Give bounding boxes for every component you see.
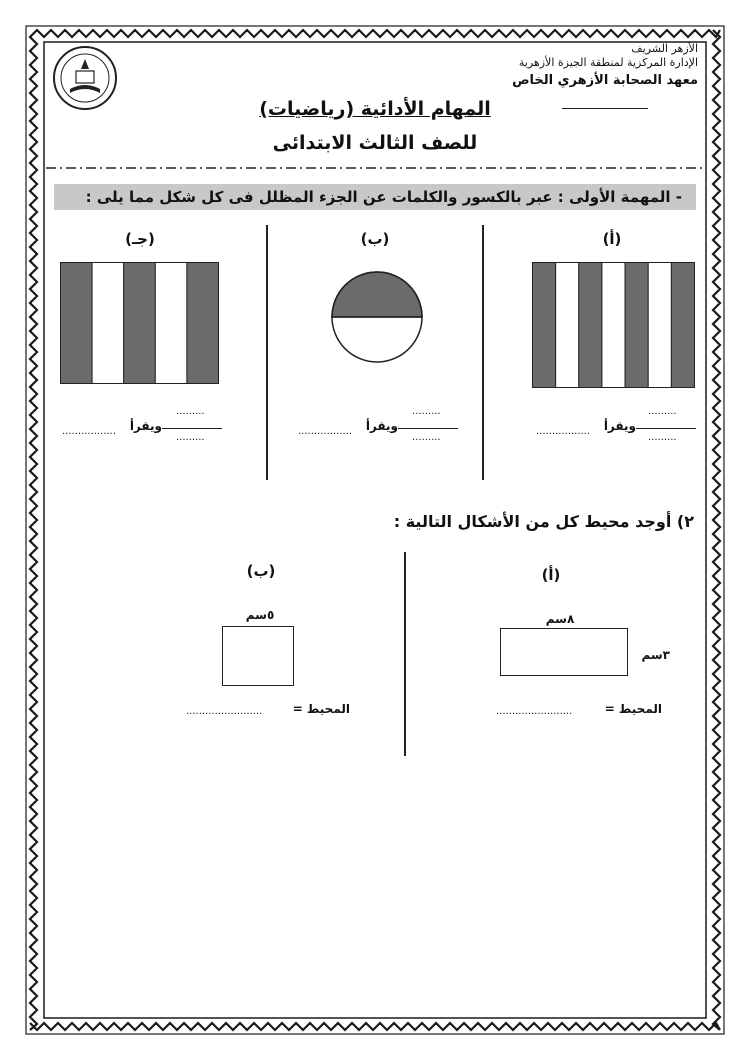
answer-a-fraction-line xyxy=(636,428,696,429)
answer-a-denominator-dots[interactable]: ......... xyxy=(648,432,677,443)
task2-label-b: (ب) xyxy=(246,562,276,580)
answer-c-numerator-dots[interactable]: ......... xyxy=(176,406,205,417)
task2-b-perimeter-dots[interactable]: ........................ xyxy=(186,706,263,717)
answer-a-words-dots[interactable]: ................. xyxy=(536,426,591,437)
answer-a-numerator-dots[interactable]: ......... xyxy=(648,406,677,417)
institution-block xyxy=(458,42,698,88)
unshaded-stripe xyxy=(92,263,124,384)
institution-line-1: الأزهر الشريف xyxy=(631,42,698,55)
answer-b-words-dots[interactable]: ................. xyxy=(298,426,353,437)
institution-line-2: الإدارة المركزية لمنطقة الجيزة الأزهرية xyxy=(518,56,698,69)
task1-shape-b xyxy=(330,270,424,364)
task2-b-length-label: ٥سم xyxy=(245,608,275,622)
page-title: المهام الأدائية (رياضيات) xyxy=(259,98,491,120)
page-subtitle: للصف الثالث الابتدائى xyxy=(272,132,478,154)
task2-prompt: ٢) أوجد محيط كل من الأشكال التالية : xyxy=(393,512,694,531)
answer-a-reads-label: ويقرأ xyxy=(603,419,636,433)
task1-shape-c xyxy=(60,262,220,384)
task2-a-length-label: ٨سم xyxy=(545,612,575,626)
answer-b-fraction-line xyxy=(398,428,458,429)
shaded-stripe xyxy=(124,263,156,384)
task2-rectangle-a xyxy=(500,628,628,676)
task2-b-perimeter-label: المحيط = xyxy=(292,702,350,716)
task2-a-width-label: ٣سم xyxy=(641,648,670,662)
answer-c-fraction-line xyxy=(162,428,222,429)
task2-square-b xyxy=(222,626,294,686)
task2-label-a: (أ) xyxy=(541,566,561,584)
shaded-stripe xyxy=(625,263,648,388)
answer-b-denominator-dots[interactable]: ......... xyxy=(412,432,441,443)
task2-a-perimeter-label: المحيط = xyxy=(604,702,662,716)
answer-c-reads-label: ويقرأ xyxy=(129,419,162,433)
task1-shape-a xyxy=(532,262,696,388)
shaded-stripe xyxy=(671,263,694,388)
shaded-stripe xyxy=(579,263,602,388)
section-separator xyxy=(46,166,704,170)
shaded-stripe xyxy=(61,263,93,384)
unshaded-stripe xyxy=(648,263,671,388)
answer-b-numerator-dots[interactable]: ......... xyxy=(412,406,441,417)
task1-label-a: (أ) xyxy=(602,230,622,248)
task1-label-b: (ب) xyxy=(360,230,390,248)
answer-c-words-dots[interactable]: ................. xyxy=(62,426,117,437)
answer-c-denominator-dots[interactable]: ......... xyxy=(176,432,205,443)
task2-a-perimeter-dots[interactable]: ........................ xyxy=(496,706,573,717)
unshaded-stripe xyxy=(556,263,579,388)
unshaded-stripe xyxy=(155,263,187,384)
institution-underline xyxy=(562,108,648,109)
answer-b-reads-label: ويقرأ xyxy=(365,419,398,433)
institution-line-3: معهد الصحابة الأزهري الخاص xyxy=(512,73,698,88)
institute-seal-logo xyxy=(52,45,118,111)
task1-label-c: (جـ) xyxy=(125,230,155,248)
shaded-stripe xyxy=(533,263,556,388)
task1-prompt: - المهمة الأولى : عبر بالكسور والكلمات عن الجزء المظلل فى كل شكل مما يلى : xyxy=(54,184,696,210)
task1-divider-1 xyxy=(482,225,484,480)
unshaded-stripe xyxy=(602,263,625,388)
shaded-stripe xyxy=(187,263,219,384)
task1-divider-2 xyxy=(266,225,268,480)
task2-divider xyxy=(404,552,406,756)
